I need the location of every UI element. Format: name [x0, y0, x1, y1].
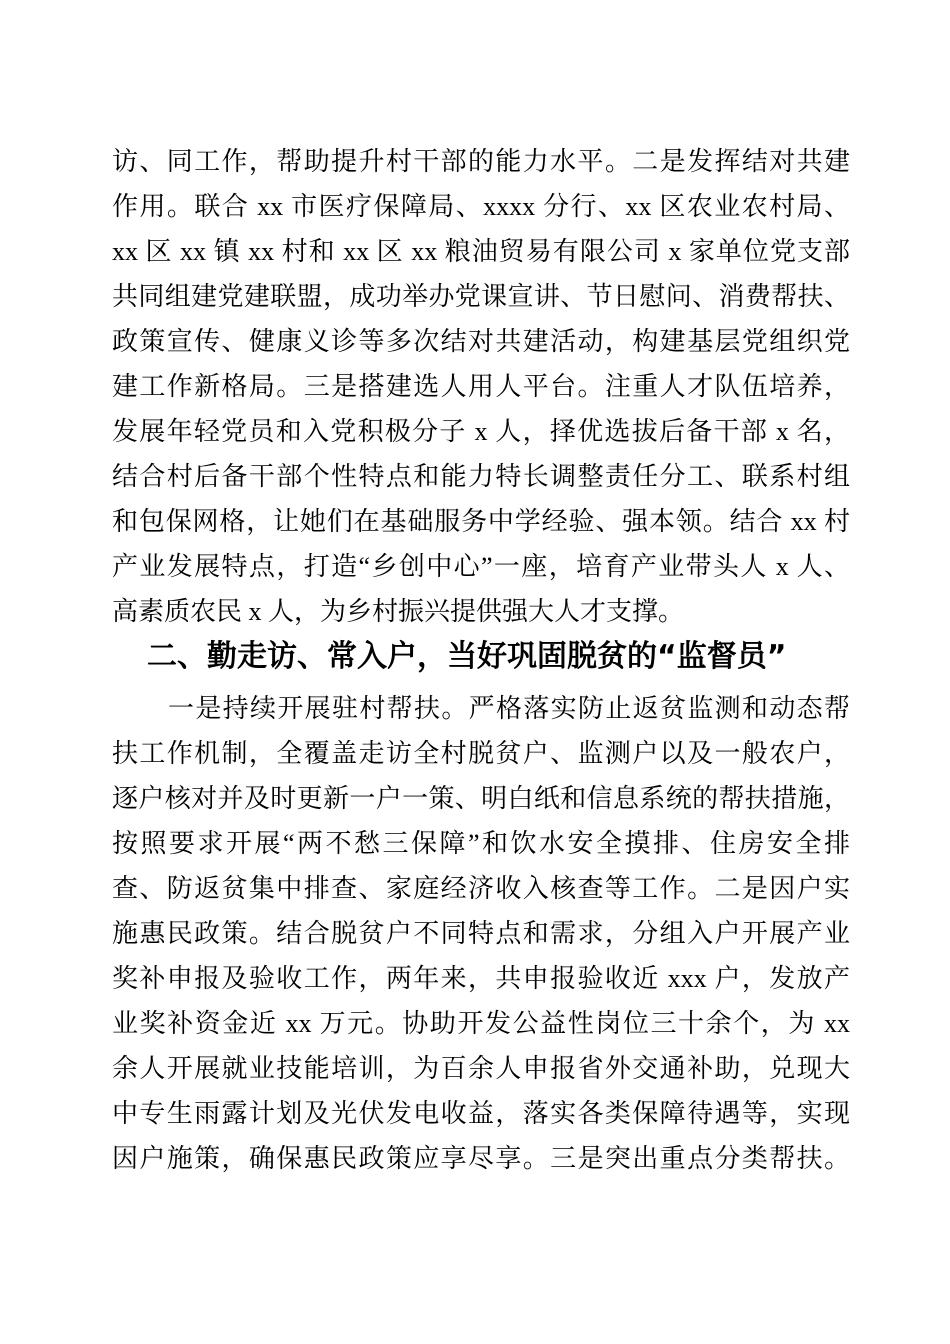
paragraph-line: xx 区 xx 镇 xx 村和 xx 区 xx 粮油贸易有限公司 x 家单位党支部 [112, 237, 850, 266]
paragraph-line: 结合村后备干部个性特点和能力特长调整责任分工、联系村组 [112, 462, 850, 491]
paragraph-line: 业奖补资金近 xx 万元。协助开发公益性岗位三十余个，为 xx [112, 1009, 850, 1038]
paragraph-line: 扶工作机制，全覆盖走访全村脱贫户、监测户以及一般农户， [112, 739, 850, 768]
paragraph-line: 作用。联合 xx 市医疗保障局、xxxx 分行、xx 区农业农村局、 [112, 192, 850, 221]
paragraph-line: 发展年轻党员和入党积极分子 x 人，择优选拔后备干部 x 名， [112, 417, 850, 446]
paragraph-line: 和包保网格，让她们在基础服务中学经验、强本领。结合 xx 村 [112, 507, 850, 536]
paragraph-line: 中专生雨露计划及光伏发电收益，落实各类保障待遇等，实现 [112, 1099, 850, 1128]
paragraph-line: 逐户核对并及时更新一户一策、明白纸和信息系统的帮扶措施， [112, 784, 850, 813]
paragraph-line: 因户施策，确保惠民政策应享尽享。三是突出重点分类帮扶。 [112, 1144, 850, 1173]
paragraph-line: 政策宣传、健康义诊等多次结对共建活动，构建基层党组织党 [112, 327, 850, 356]
paragraph-line: 建工作新格局。三是搭建选人用人平台。注重人才队伍培养， [112, 372, 850, 401]
paragraph-line: 共同组建党建联盟，成功举办党课宣讲、节日慰问、消费帮扶、 [112, 282, 850, 311]
section-heading: 二、勤走访、常入户，当好巩固脱贫的“监督员” [147, 639, 787, 674]
paragraph-line: 产业发展特点，打造“乡创中心”一座，培育产业带头人 x 人、 [112, 552, 850, 581]
paragraph-line: 施惠民政策。结合脱贫户不同特点和需求，分组入户开展产业 [112, 919, 850, 948]
document-text-block [112, 139, 850, 1181]
paragraph-line: 查、防返贫集中排查、家庭经济收入核查等工作。二是因户实 [112, 874, 850, 903]
paragraph-line: 按照要求开展“两不愁三保障”和饮水安全摸排、住房安全排 [112, 829, 850, 858]
paragraph-line: 访、同工作，帮助提升村干部的能力水平。二是发挥结对共建 [112, 147, 850, 176]
paragraph-line: 一是持续开展驻村帮扶。严格落实防止返贫监测和动态帮 [168, 694, 850, 723]
paragraph-line: 奖补申报及验收工作，两年来，共申报验收近 xxx 户，发放产 [112, 964, 850, 993]
paragraph-line: 余人开展就业技能培训，为百余人申报省外交通补助，兑现大 [112, 1054, 850, 1083]
paragraph-line: 高素质农民 x 人，为乡村振兴提供强大人才支撑。 [112, 597, 685, 626]
